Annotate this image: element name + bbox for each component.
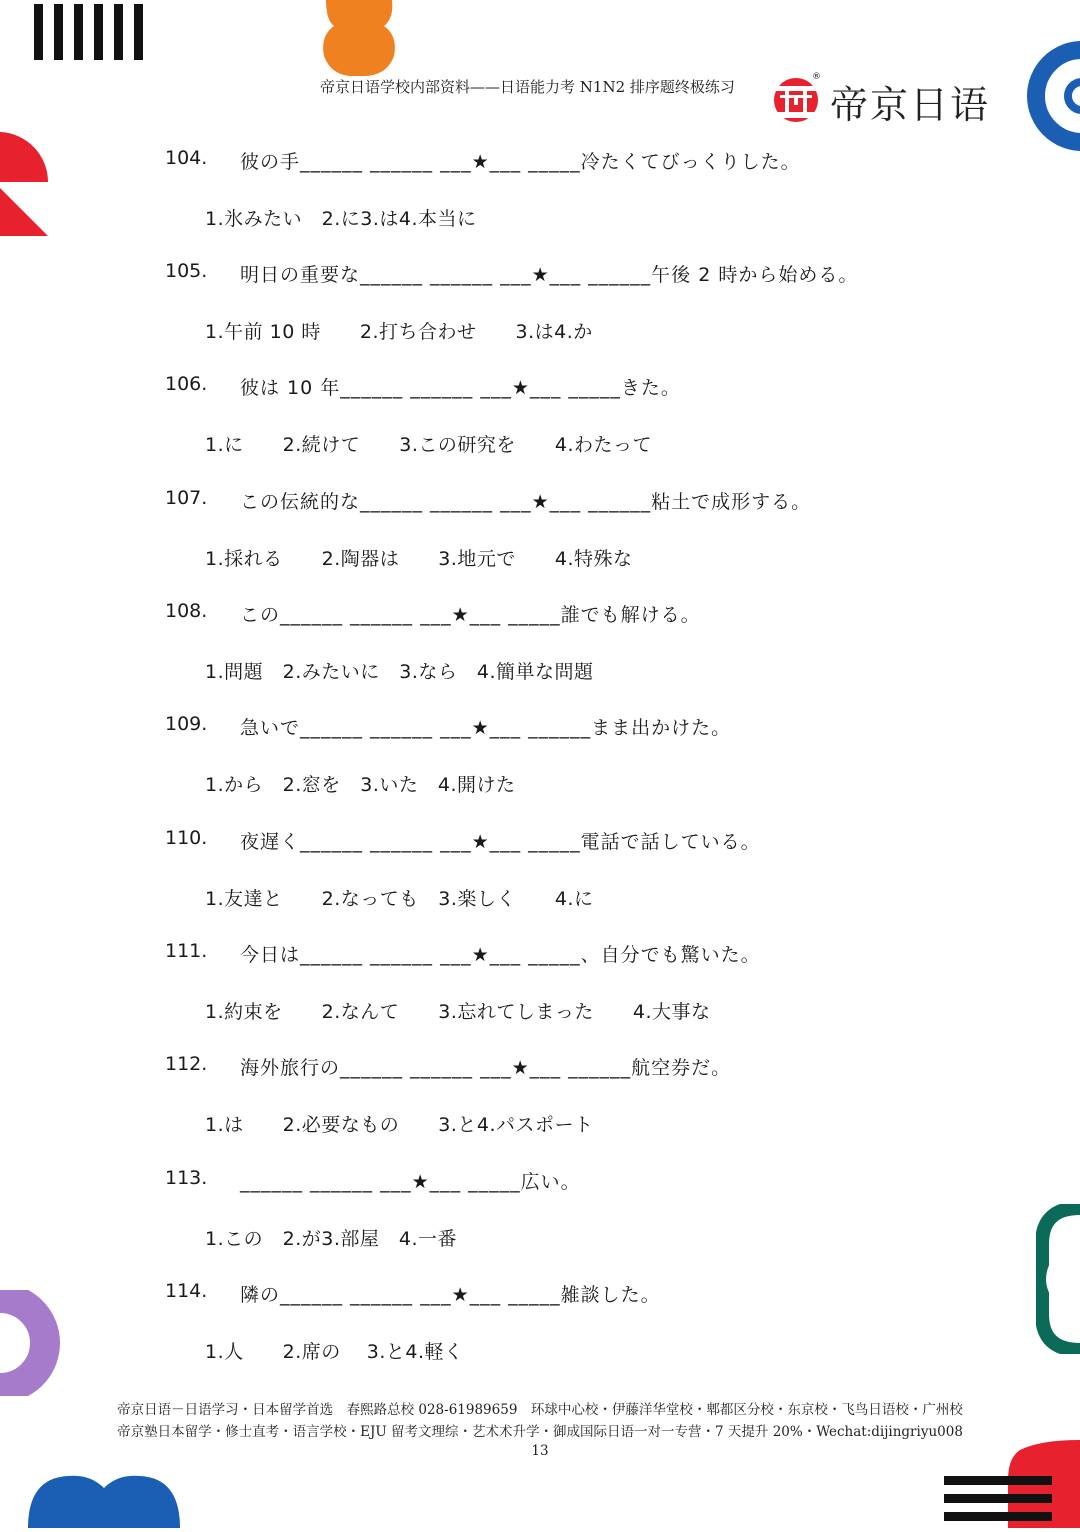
question-text: 今日は______ ______ ___★___ _____、自分でも驚いた。 [240, 944, 761, 966]
orange-blob-decoration [318, 0, 400, 78]
green-ring-decoration [1036, 1204, 1080, 1354]
blue-cloud-decoration [28, 1472, 180, 1528]
question-number: 110. [165, 827, 208, 849]
question-text: 彼の手______ ______ ___★___ _____冷たくてびっくりした。 [240, 151, 801, 173]
options-109: 1.から 2.窓を 3.いた 4.開けた [205, 774, 516, 796]
red-arc-decoration [0, 132, 52, 238]
footer-line-1: 帝京日语－日语学习・日本留学首选 春熙路总校 028-61989659 环球中心校・伊藤洋华堂校・郫都区分校・东京校・飞鸟日语校・广州校 [117, 1402, 963, 1418]
question-number: 109. [165, 713, 208, 735]
question-text: 明日の重要な______ ______ ___★___ ______午後 2 時から始める。 [240, 264, 859, 286]
school-logo [770, 72, 1000, 128]
question-number: 113. [165, 1167, 208, 1189]
question-number: 108. [165, 600, 208, 622]
options-105: 1.午前 10 時 2.打ち合わせ 3.は4.か [205, 321, 593, 343]
question-text: この______ ______ ___★___ _____誰でも解ける。 [240, 604, 701, 626]
question-text: ______ ______ ___★___ _____広い。 [240, 1171, 581, 1193]
question-text: この伝統的な______ ______ ___★___ ______粘土で成形する。 [240, 491, 812, 513]
options-114: 1.人 2.席の 3.と4.軽く [205, 1341, 464, 1363]
options-107: 1.採れる 2.陶器は 3.地元で 4.特殊な [205, 548, 633, 570]
question-number: 104. [165, 147, 208, 169]
question-number: 112. [165, 1053, 208, 1075]
question-number: 105. [165, 260, 208, 282]
stripes-decoration [34, 4, 146, 60]
options-112: 1.は 2.必要なもの 3.と4.パスポート [205, 1114, 594, 1136]
question-number: 107. [165, 487, 208, 509]
question-text: 海外旅行の______ ______ ___★___ ______航空券だ。 [240, 1057, 732, 1079]
purple-arc-decoration [0, 1290, 70, 1396]
question-text: 急いで______ ______ ___★___ ______まま出かけた。 [240, 717, 732, 739]
question-number: 114. [165, 1280, 208, 1302]
question-text: 彼は 10 年______ ______ ___★___ _____きた。 [240, 377, 681, 399]
document-header-title: 帝京日语学校内部资料——日语能力考 N1N2 排序题终极练习 [320, 78, 735, 96]
options-104: 1.氷みたい 2.に3.は4.本当に [205, 208, 477, 230]
blue-ring-decoration [1026, 40, 1080, 152]
question-number: 111. [165, 940, 208, 962]
page-number: 13 [531, 1443, 549, 1459]
black-bars-decoration [944, 1476, 1052, 1528]
question-text: 隣の______ ______ ___★___ _____雑談した。 [240, 1284, 661, 1306]
options-113: 1.この 2.が3.部屋 4.一番 [205, 1228, 458, 1250]
options-110: 1.友達と 2.なっても 3.楽しく 4.に [205, 888, 594, 910]
options-106: 1.に 2.続けて 3.この研究を 4.わたって [205, 434, 653, 456]
question-number: 106. [165, 373, 208, 395]
footer-line-2: 帝京塾日本留学・修士直考・语言学校・EJU 留考文理综・艺术术升学・御成国际日语一对一专营・7 天提升 20%・Wechat:dijingriyu008 [117, 1424, 963, 1440]
logo-registered-mark: ® [812, 72, 821, 82]
options-108: 1.問題 2.みたいに 3.なら 4.簡単な問題 [205, 661, 594, 683]
logo-text: 帝京日语 [830, 83, 991, 127]
torii-logo-icon [770, 76, 822, 126]
options-111: 1.約束を 2.なんて 3.忘れてしまった 4.大事な [205, 1001, 711, 1023]
question-text: 夜遅く______ ______ ___★___ _____電話で話している。 [240, 831, 761, 853]
